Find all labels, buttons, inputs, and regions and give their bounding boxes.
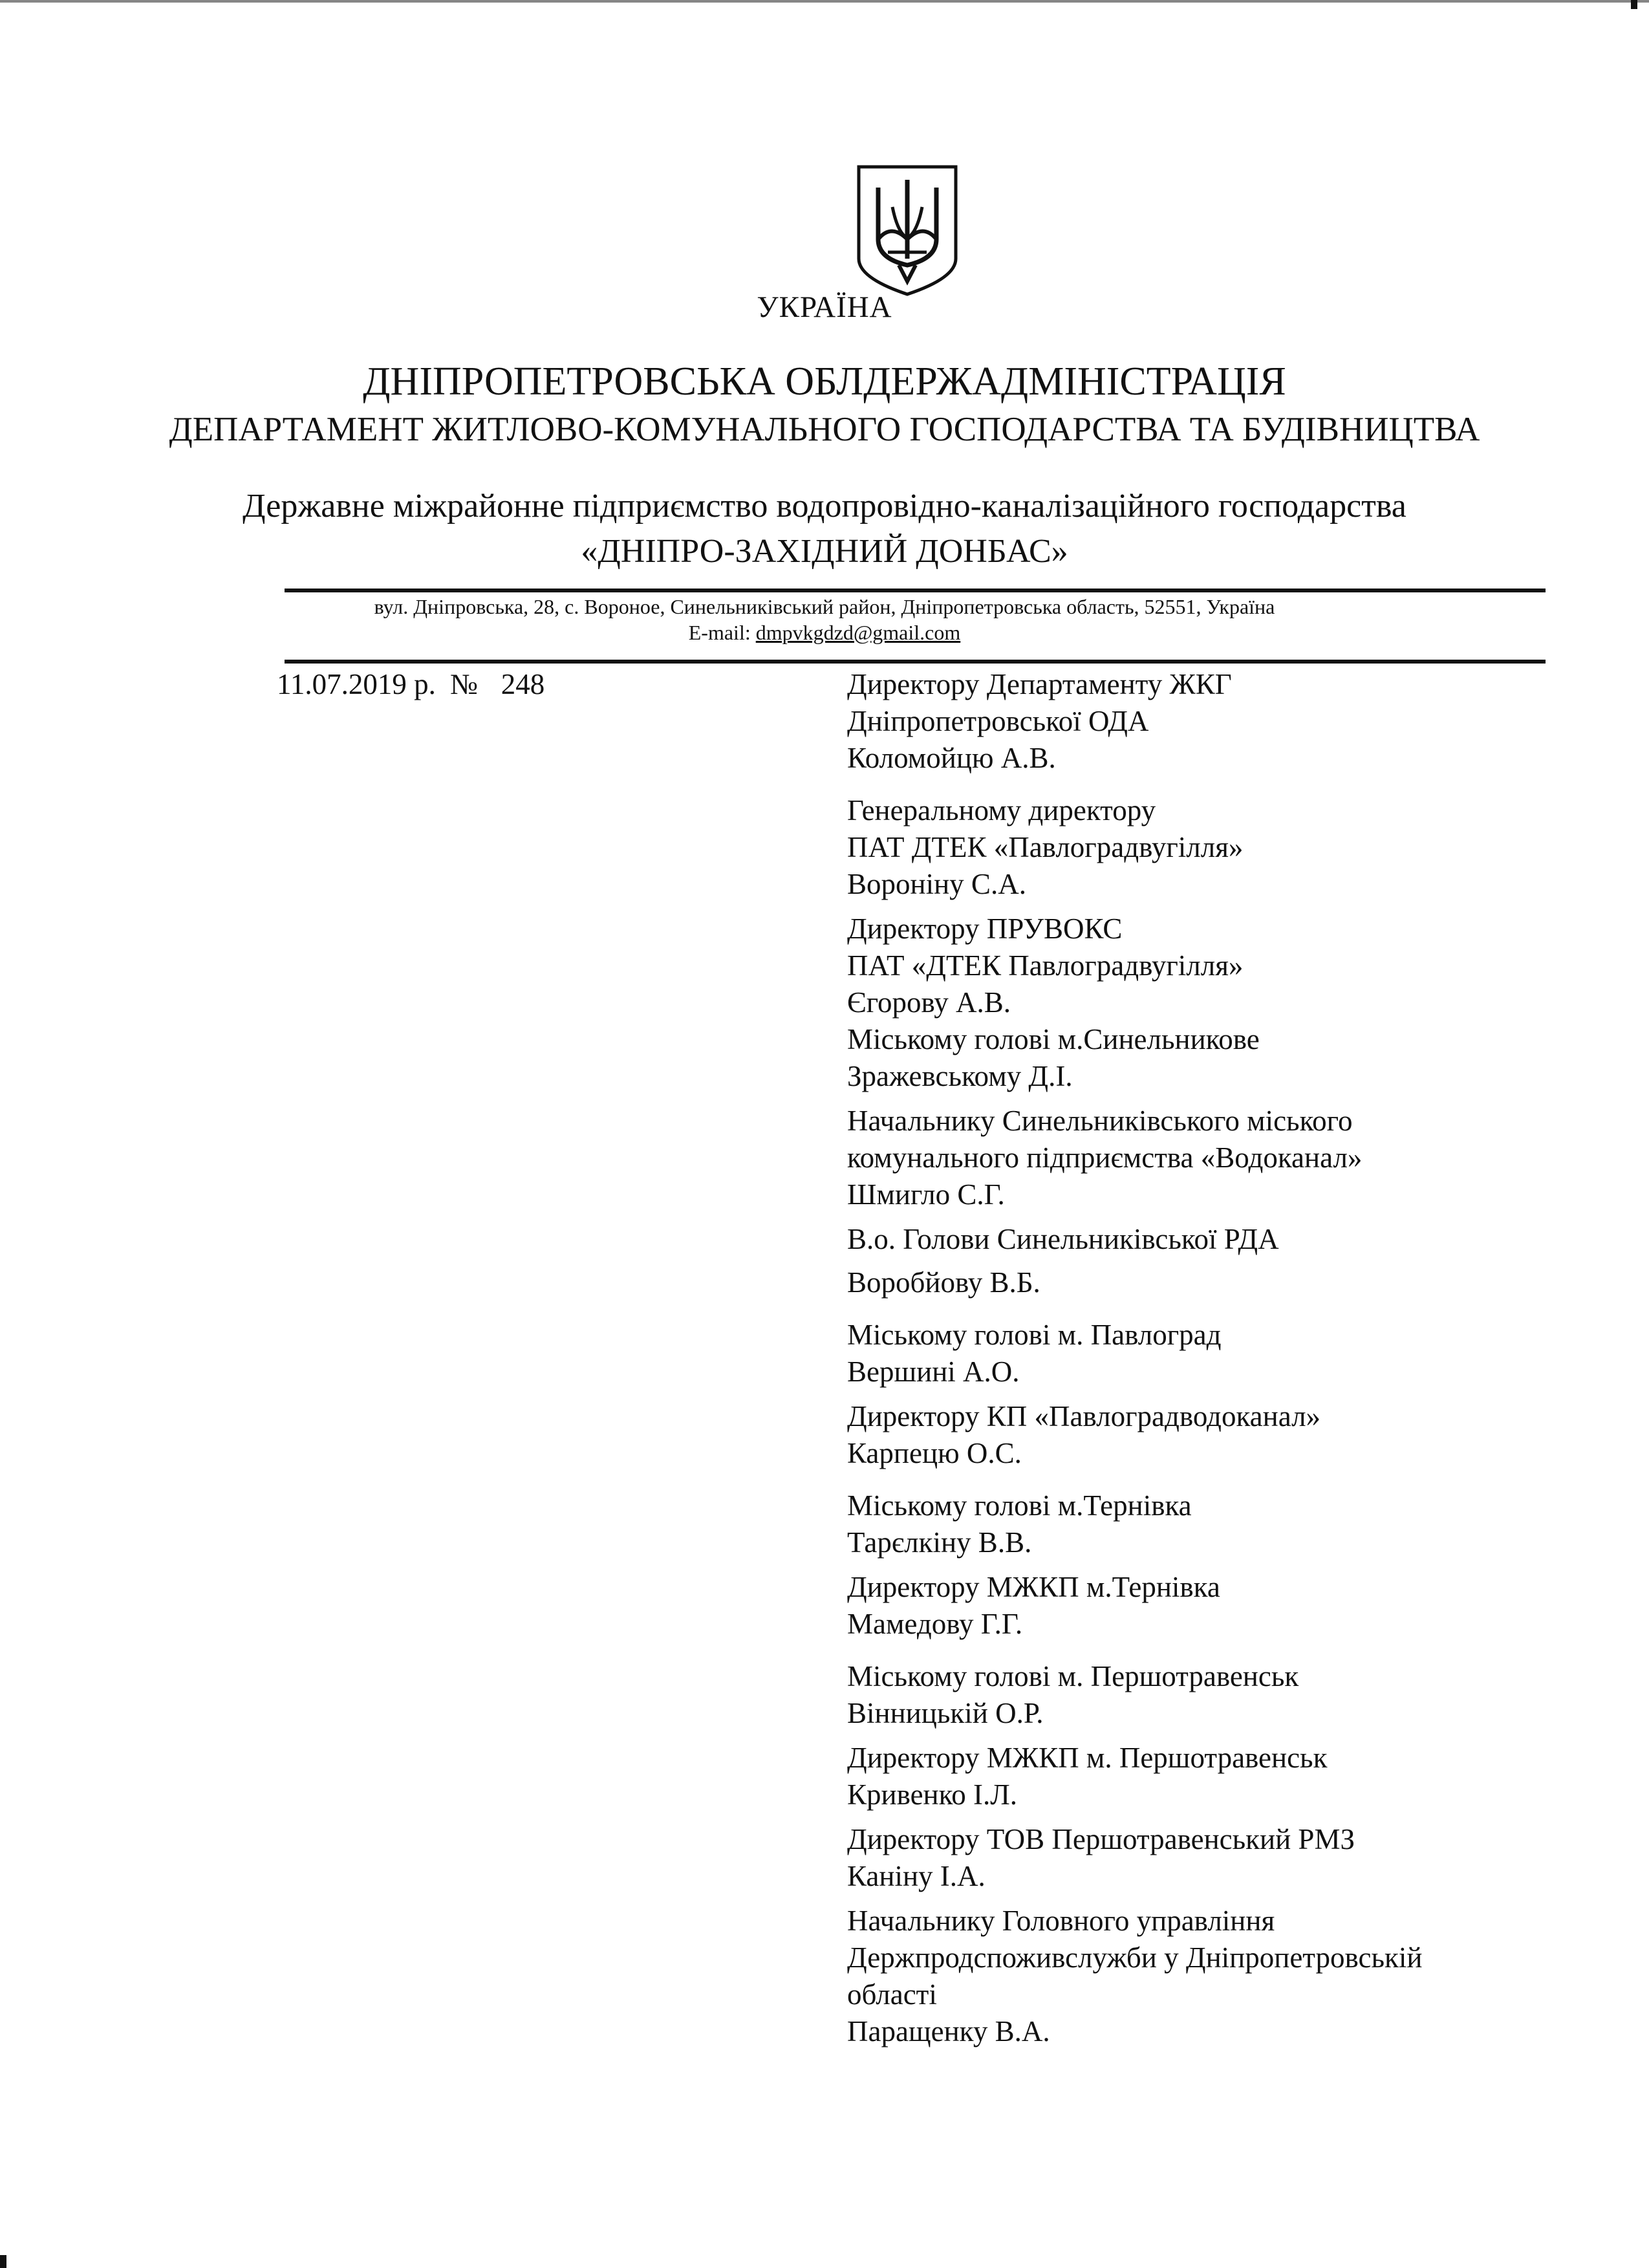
addressee-line: Начальнику Синельниківського міського <box>847 1105 1353 1137</box>
addressee-line: Директору МЖКП м. Першотравенськ <box>847 1742 1328 1774</box>
addressee-line: Коломойцю А.В. <box>847 742 1056 774</box>
addressee-group <box>847 1398 1591 1472</box>
addressee-line: Директору КП «Павлоградводоканал» <box>847 1400 1321 1432</box>
addressee-line: Начальнику Головного управління <box>847 1905 1275 1937</box>
addressee-line: Єгорову А.В. <box>847 986 1011 1019</box>
addressee-line: Вороніну С.А. <box>847 868 1026 900</box>
enterprise-line: Державне міжрайонне підприємство водопровідно-каналізаційного господарства <box>242 488 1406 524</box>
addressee-line: Дніпропетровської ОДА <box>847 705 1149 737</box>
address-line: вул. Дніпровська, 28, с. Вороное, Синельниківський район, Дніпропетровська область, 52551, Україна <box>374 595 1275 618</box>
addressee-group <box>847 1221 1591 1301</box>
coat-of-arms-icon <box>852 162 962 297</box>
addressee-line: Міському голові м.Тернівка <box>847 1489 1192 1522</box>
addressee-line: Кривенко І.Л. <box>847 1778 1017 1811</box>
addressee-line: В.о. Голови Синельниківської РДА <box>847 1223 1279 1255</box>
addressee-line: Мамедову Г.Г. <box>847 1608 1023 1640</box>
email-label: E-mail: <box>688 621 756 644</box>
registration-line <box>277 665 544 704</box>
addressee-line: Воробйову В.Б. <box>847 1266 1040 1299</box>
org-title: ДНІПРОПЕТРОВСЬКА ОБЛДЕРЖАДМІНІСТРАЦІЯ <box>363 360 1286 404</box>
addressee-group <box>847 911 1591 1095</box>
addressee-line: Карпецю О.С. <box>847 1437 1022 1469</box>
header-rule <box>285 589 1546 592</box>
addressee-group <box>847 1487 1591 1561</box>
registration-number: 248 <box>501 668 545 700</box>
department-title: ДЕПАРТАМЕНТ ЖИТЛОВО-КОМУНАЛЬНОГО ГОСПОДАРСТВА ТА БУДІВНИЦТВА <box>169 411 1480 448</box>
scan-mark <box>1631 0 1637 9</box>
enterprise-line: «ДНІПРО-ЗАХІДНИЙ ДОНБАС» <box>581 533 1068 570</box>
addressee-line: Шмигло С.Г. <box>847 1178 1005 1211</box>
addressee-line: Тарєлкіну В.В. <box>847 1526 1032 1559</box>
addressee-group <box>847 1658 1591 1732</box>
addressee-line: Міському голові м. Першотравенськ <box>847 1660 1299 1692</box>
addressee-group <box>847 792 1591 903</box>
addressee-group <box>847 1317 1591 1390</box>
email-line <box>0 620 1649 645</box>
enterprise-name <box>0 484 1649 574</box>
scan-mark <box>0 2255 6 2268</box>
addressee-line: Зражевському Д.І. <box>847 1060 1073 1092</box>
addressee-group <box>847 1821 1591 1895</box>
registration-date: 11.07.2019 р. <box>277 668 436 700</box>
addressee-line: Директору Департаменту ЖКГ <box>847 668 1232 700</box>
header-rule <box>285 660 1546 664</box>
addressee-line: області <box>847 1978 937 2011</box>
email-link[interactable]: dmpvkgdzd@gmail.com <box>755 621 961 644</box>
addressee-line: Генеральному директору <box>847 794 1156 826</box>
addressee-group <box>847 1903 1591 2050</box>
addressee-line: Держпродспоживслужби у Дніпропетровській <box>847 1941 1423 1974</box>
addressee-line: Міському голові м. Павлоград <box>847 1319 1222 1351</box>
addressee-line: ПАТ ДТЕК «Павлоградвугілля» <box>847 831 1244 863</box>
addressee-line: Директору МЖКП м.Тернівка <box>847 1571 1220 1603</box>
addressee-group <box>847 666 1591 777</box>
addressee-line: комунального підприємства «Водоканал» <box>847 1141 1363 1174</box>
addressee-line: Паращенку В.А. <box>847 2015 1050 2047</box>
addressee-line: Директору ПРУВОКС <box>847 913 1123 945</box>
country-name: УКРАЇНА <box>757 290 892 324</box>
scan-border-top <box>0 0 1649 3</box>
addressee-line: Директору ТОВ Першотравенський РМЗ <box>847 1823 1355 1855</box>
addressee-line: Міському голові м.Синельникове <box>847 1023 1260 1055</box>
addressee-group <box>847 1569 1591 1643</box>
addressee-list <box>847 666 1591 2050</box>
addressee-group <box>847 1103 1591 1213</box>
addressee-line: ПАТ «ДТЕК Павлоградвугілля» <box>847 949 1244 982</box>
addressee-line: Вершині А.О. <box>847 1355 1020 1388</box>
addressee-line: Вінницькій О.Р. <box>847 1697 1044 1729</box>
addressee-line: Каніну І.А. <box>847 1860 986 1892</box>
addressee-group <box>847 1740 1591 1813</box>
number-sign: № <box>449 668 478 700</box>
